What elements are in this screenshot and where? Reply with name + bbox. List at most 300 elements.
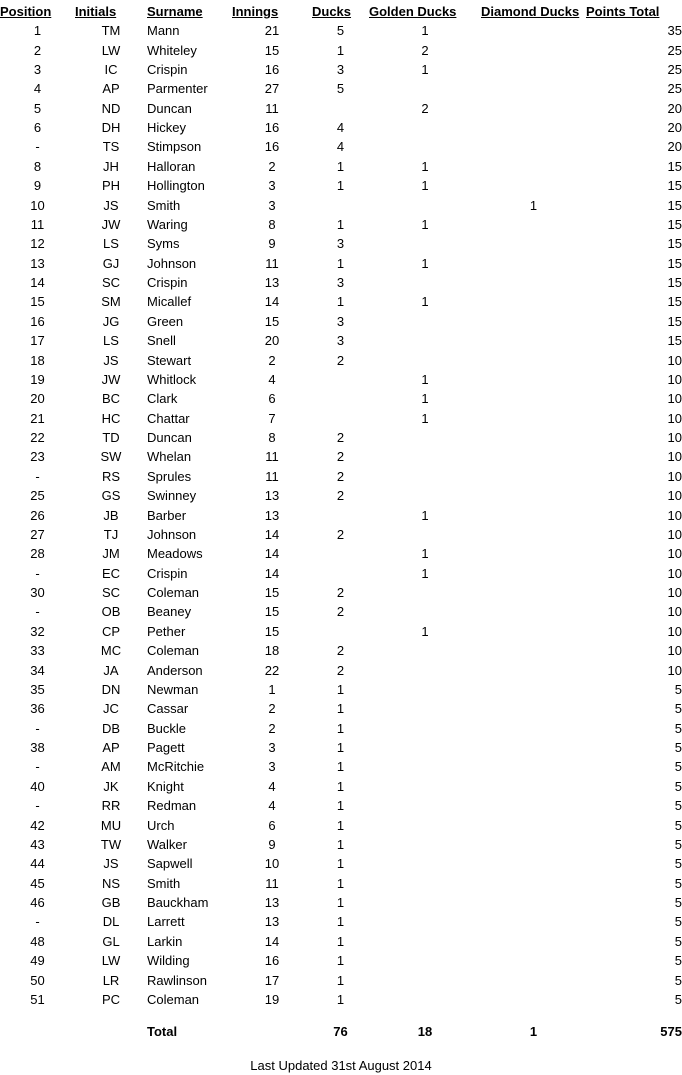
- cell-position: 15: [30, 294, 45, 310]
- cell-position: 33: [30, 643, 45, 659]
- cell-golden-ducks: [369, 583, 481, 602]
- cell-golden-ducks: 1: [421, 158, 429, 174]
- total-row: [0, 1021, 682, 1042]
- cell-position: 5: [33, 100, 42, 116]
- cell-diamond-ducks: [481, 350, 586, 369]
- cell-initials: LR: [102, 972, 120, 988]
- cell-ducks: [312, 622, 369, 641]
- cell-innings: 17: [264, 972, 280, 988]
- cell-golden-ducks: [369, 874, 481, 893]
- cell-points-total: 15: [667, 294, 682, 310]
- cell-initials: AM: [101, 759, 121, 775]
- cell-diamond-ducks: [481, 641, 586, 660]
- cell-position: 18: [30, 352, 45, 368]
- total-empty-cell: [0, 1021, 75, 1042]
- table-row: [0, 564, 682, 583]
- cell-diamond-ducks: [481, 874, 586, 893]
- cell-position: 17: [30, 333, 45, 349]
- table-row: [0, 447, 682, 466]
- cell-ducks: 1: [336, 158, 345, 174]
- cell-position: 36: [30, 701, 45, 717]
- cell-initials: JC: [103, 701, 119, 717]
- cell-points-total: 5: [674, 681, 682, 697]
- cell-ducks: 2: [336, 643, 345, 659]
- cell-position: 40: [30, 778, 45, 794]
- cell-surname: Larrett: [147, 914, 185, 930]
- table-row: [0, 854, 682, 873]
- cell-ducks: 1: [336, 778, 345, 794]
- cell-points-total: 5: [674, 836, 682, 852]
- cell-golden-ducks: 1: [421, 391, 429, 407]
- cell-ducks: 1: [336, 875, 345, 891]
- cell-initials: IC: [104, 61, 118, 77]
- cell-diamond-ducks: [481, 660, 586, 679]
- cell-initials: RR: [101, 798, 121, 814]
- cell-innings: 2: [268, 158, 276, 174]
- cell-golden-ducks: [369, 757, 481, 776]
- cell-ducks: 2: [336, 585, 345, 601]
- cell-surname: Crispin: [147, 565, 188, 581]
- cell-golden-ducks: [369, 990, 481, 1009]
- cell-diamond-ducks: [481, 777, 586, 796]
- cell-ducks: 5: [336, 81, 345, 97]
- cell-innings: 3: [268, 178, 276, 194]
- cell-golden-ducks: [369, 835, 481, 854]
- cell-ducks: 4: [336, 139, 345, 155]
- table-row: [0, 215, 682, 234]
- cell-position: 48: [30, 933, 45, 949]
- cell-diamond-ducks: [481, 970, 586, 989]
- cell-diamond-ducks: [481, 389, 586, 408]
- cell-golden-ducks: 1: [421, 23, 429, 39]
- cell-position: -: [35, 565, 40, 581]
- cell-golden-ducks: [369, 137, 481, 156]
- cell-innings: 19: [264, 991, 280, 1007]
- cell-position: 45: [30, 875, 45, 891]
- cell-ducks: 1: [336, 255, 345, 271]
- last-updated-text: Last Updated 31st August 2014: [250, 1058, 432, 1073]
- last-updated-note: [0, 1058, 682, 1073]
- cell-diamond-ducks: [481, 447, 586, 466]
- cell-points-total: 10: [667, 546, 682, 562]
- cell-innings: 6: [268, 391, 276, 407]
- cell-points-total: 20: [667, 139, 682, 155]
- cell-golden-ducks: [369, 234, 481, 253]
- cell-initials: ND: [101, 100, 121, 116]
- cell-initials: GJ: [102, 255, 120, 271]
- table-row: [0, 602, 682, 621]
- header-ducks: Ducks: [312, 4, 352, 19]
- cell-golden-ducks: 1: [421, 178, 429, 194]
- cell-golden-ducks: [369, 777, 481, 796]
- cell-surname: Newman: [147, 681, 199, 697]
- cell-diamond-ducks: [481, 312, 586, 331]
- cell-innings: 10: [264, 856, 280, 872]
- table-row: [0, 990, 682, 1009]
- cell-innings: 16: [264, 139, 280, 155]
- cell-initials: CP: [101, 623, 121, 639]
- cell-ducks: 1: [336, 895, 345, 911]
- table-row: [0, 79, 682, 98]
- cell-points-total: 5: [674, 972, 682, 988]
- cell-diamond-ducks: [481, 835, 586, 854]
- cell-surname: Johnson: [147, 526, 197, 542]
- table-row: [0, 796, 682, 815]
- cell-innings: 2: [268, 701, 276, 717]
- cell-surname: Green: [147, 313, 184, 329]
- cell-surname: Larkin: [147, 933, 183, 949]
- cell-position: 22: [30, 430, 45, 446]
- cell-position: 16: [30, 313, 45, 329]
- cell-ducks: 2: [336, 604, 345, 620]
- table-row: [0, 738, 682, 757]
- cell-diamond-ducks: [481, 157, 586, 176]
- cell-points-total: 10: [667, 526, 682, 542]
- cell-golden-ducks: 1: [421, 410, 429, 426]
- cell-innings: 1: [268, 681, 276, 697]
- cell-initials: GL: [102, 933, 120, 949]
- cell-initials: SM: [101, 294, 121, 310]
- cell-innings: 15: [264, 313, 280, 329]
- cell-position: 14: [30, 275, 45, 291]
- cell-position: -: [35, 604, 40, 620]
- cell-innings: 11: [265, 468, 279, 484]
- table-row: [0, 544, 682, 563]
- table-row: [0, 641, 682, 660]
- cell-ducks: [312, 409, 369, 428]
- table-row: [0, 331, 682, 350]
- cell-surname: Barber: [147, 507, 187, 523]
- cell-position: 51: [30, 991, 45, 1007]
- cell-initials: JK: [103, 778, 119, 794]
- cell-initials: SC: [101, 585, 121, 601]
- cell-initials: RS: [101, 468, 121, 484]
- cell-position: 2: [33, 42, 42, 58]
- table-row: [0, 893, 682, 912]
- cell-innings: 14: [264, 294, 280, 310]
- cell-surname: Coleman: [147, 643, 200, 659]
- cell-innings: 22: [264, 662, 280, 678]
- cell-ducks: 3: [336, 275, 345, 291]
- cell-innings: 3: [268, 759, 276, 775]
- cell-position: 38: [30, 740, 45, 756]
- cell-surname: Smith: [147, 875, 181, 891]
- cell-surname: Stimpson: [147, 139, 202, 155]
- cell-diamond-ducks: [481, 602, 586, 621]
- table-row: [0, 157, 682, 176]
- header-surname: Surname: [147, 4, 203, 19]
- cell-surname: Walker: [147, 836, 187, 852]
- cell-golden-ducks: 1: [421, 623, 429, 639]
- cell-innings: 4: [268, 778, 276, 794]
- cell-position: 20: [30, 391, 45, 407]
- cell-points-total: 15: [667, 275, 682, 291]
- cell-initials: LW: [101, 42, 121, 58]
- table-row: [0, 176, 682, 195]
- cell-surname: Crispin: [147, 275, 188, 291]
- cell-surname: Meadows: [147, 546, 203, 562]
- cell-diamond-ducks: [481, 893, 586, 912]
- cell-position: 35: [30, 681, 45, 697]
- table-row: [0, 525, 682, 544]
- cell-diamond-ducks: [481, 486, 586, 505]
- cell-golden-ducks: [369, 486, 481, 505]
- header-innings: Innings: [232, 4, 279, 19]
- cell-innings: 14: [264, 933, 280, 949]
- cell-diamond-ducks: [481, 40, 586, 59]
- cell-points-total: 5: [674, 817, 682, 833]
- cell-ducks: [312, 544, 369, 563]
- cell-ducks: 1: [336, 178, 345, 194]
- table-row: [0, 292, 682, 311]
- cell-ducks: 2: [336, 662, 345, 678]
- cell-points-total: 10: [667, 507, 682, 523]
- cell-diamond-ducks: [481, 273, 586, 292]
- cell-golden-ducks: [369, 680, 481, 699]
- table-row: [0, 951, 682, 970]
- cell-innings: 14: [264, 546, 280, 562]
- cell-diamond-ducks: [481, 254, 586, 273]
- table-row: [0, 428, 682, 447]
- cell-ducks: [312, 564, 369, 583]
- cell-diamond-ducks: [481, 990, 586, 1009]
- cell-ducks: 1: [336, 740, 345, 756]
- cell-golden-ducks: 2: [421, 42, 429, 58]
- table-row: [0, 486, 682, 505]
- cell-golden-ducks: [369, 331, 481, 350]
- table-row: [0, 137, 682, 156]
- cell-innings: 9: [268, 236, 276, 252]
- cell-initials: JM: [102, 546, 120, 562]
- cell-points-total: 25: [667, 61, 682, 77]
- cell-surname: Urch: [147, 817, 175, 833]
- cell-surname: Crispin: [147, 61, 188, 77]
- cell-innings: 18: [264, 643, 280, 659]
- cell-diamond-ducks: [481, 21, 586, 40]
- cell-points-total: 15: [667, 236, 682, 252]
- cell-innings: 13: [264, 275, 280, 291]
- cell-golden-ducks: [369, 893, 481, 912]
- cell-initials: JB: [103, 507, 119, 523]
- cell-diamond-ducks: [481, 544, 586, 563]
- cell-diamond-ducks: [481, 137, 586, 156]
- cell-ducks: 1: [336, 701, 345, 717]
- cell-diamond-ducks: [481, 815, 586, 834]
- cell-initials: NS: [101, 875, 121, 891]
- cell-golden-ducks: [369, 428, 481, 447]
- cell-diamond-ducks: [481, 757, 586, 776]
- cell-ducks: 1: [336, 681, 345, 697]
- cell-surname: Micallef: [147, 294, 192, 310]
- cell-innings: 4: [268, 798, 276, 814]
- table-row: [0, 777, 682, 796]
- cell-surname: Snell: [147, 333, 176, 349]
- cell-points-total: 10: [667, 468, 682, 484]
- cell-ducks: 1: [336, 933, 345, 949]
- cell-diamond-ducks: [481, 428, 586, 447]
- cell-points-total: 5: [674, 953, 682, 969]
- cell-ducks: 2: [336, 468, 345, 484]
- table-row: [0, 835, 682, 854]
- cell-innings: 16: [264, 120, 280, 136]
- table-row: [0, 583, 682, 602]
- cell-golden-ducks: [369, 447, 481, 466]
- table-row: [0, 118, 682, 137]
- cell-ducks: 1: [336, 759, 345, 775]
- cell-golden-ducks: 1: [421, 61, 429, 77]
- cell-position: 21: [30, 410, 45, 426]
- cell-initials: LW: [101, 953, 121, 969]
- cell-points-total: 15: [667, 255, 682, 271]
- cell-ducks: [312, 505, 369, 524]
- cell-innings: 13: [264, 488, 280, 504]
- cell-points-total: 5: [674, 740, 682, 756]
- cell-initials: JS: [103, 856, 119, 872]
- cell-diamond-ducks: [481, 951, 586, 970]
- total-ducks: 76: [333, 1024, 348, 1040]
- cell-innings: 15: [264, 42, 280, 58]
- total-empty-cell: [232, 1021, 312, 1042]
- cell-ducks: 2: [336, 449, 345, 465]
- cell-golden-ducks: [369, 602, 481, 621]
- cell-position: 12: [30, 236, 45, 252]
- cell-surname: Johnson: [147, 255, 197, 271]
- cell-diamond-ducks: [481, 680, 586, 699]
- header-golden-ducks: Golden Ducks: [369, 4, 457, 19]
- cell-golden-ducks: 2: [421, 100, 429, 116]
- cell-points-total: 20: [667, 100, 682, 116]
- cell-surname: Coleman: [147, 991, 200, 1007]
- cell-surname: Sapwell: [147, 856, 193, 872]
- cell-initials: MU: [100, 817, 122, 833]
- cell-initials: JA: [103, 662, 119, 678]
- cell-ducks: [312, 389, 369, 408]
- cell-points-total: 10: [667, 430, 682, 446]
- cell-position: -: [35, 720, 40, 736]
- cell-golden-ducks: [369, 815, 481, 834]
- cell-innings: 15: [264, 604, 280, 620]
- cell-points-total: 10: [667, 643, 682, 659]
- cell-diamond-ducks: [481, 409, 586, 428]
- cell-position: 8: [33, 158, 42, 174]
- cell-ducks: 1: [336, 836, 345, 852]
- table-row: [0, 505, 682, 524]
- cell-initials: BC: [101, 391, 121, 407]
- cell-innings: 16: [264, 61, 280, 77]
- cell-ducks: [312, 99, 369, 118]
- cell-initials: DB: [101, 720, 121, 736]
- cell-diamond-ducks: [481, 370, 586, 389]
- cell-position: 9: [33, 178, 42, 194]
- cell-position: 42: [30, 817, 45, 833]
- cell-ducks: 1: [336, 972, 345, 988]
- cell-ducks: 2: [336, 352, 345, 368]
- cell-initials: GS: [101, 488, 121, 504]
- cell-initials: TS: [102, 139, 120, 155]
- cell-diamond-ducks: [481, 467, 586, 486]
- cell-position: 10: [30, 197, 45, 213]
- cell-points-total: 15: [667, 178, 682, 194]
- cell-points-total: 10: [667, 662, 682, 678]
- cell-innings: 11: [265, 449, 279, 465]
- cell-position: 30: [30, 585, 45, 601]
- cell-points-total: 10: [667, 391, 682, 407]
- cell-surname: Pether: [147, 623, 186, 639]
- cell-ducks: 1: [336, 216, 345, 232]
- cell-innings: 7: [268, 410, 276, 426]
- cell-diamond-ducks: [481, 99, 586, 118]
- table-row: [0, 370, 682, 389]
- cell-golden-ducks: [369, 660, 481, 679]
- cell-initials: TD: [102, 430, 120, 446]
- cell-points-total: 25: [667, 42, 682, 58]
- cell-position: -: [35, 914, 40, 930]
- cell-surname: McRitchie: [147, 759, 205, 775]
- cell-position: 1: [33, 23, 42, 39]
- cell-surname: Parmenter: [147, 81, 208, 97]
- cell-position: 4: [33, 81, 42, 97]
- cell-points-total: 35: [667, 23, 682, 39]
- cell-ducks: 2: [336, 430, 345, 446]
- table-row: [0, 815, 682, 834]
- header-diamond-ducks: Diamond Ducks: [481, 4, 580, 19]
- cell-position: 11: [30, 216, 45, 232]
- table-row: [0, 99, 682, 118]
- cell-surname: Anderson: [147, 662, 203, 678]
- cell-position: -: [35, 759, 40, 775]
- cell-innings: 20: [264, 333, 280, 349]
- cell-surname: Cassar: [147, 701, 189, 717]
- cell-innings: 8: [268, 216, 276, 232]
- cell-diamond-ducks: [481, 932, 586, 951]
- table-row: [0, 467, 682, 486]
- cell-diamond-ducks: 1: [529, 197, 538, 213]
- header-points-total: Points Total: [586, 4, 660, 19]
- cell-initials: TM: [101, 23, 121, 39]
- cell-points-total: 5: [674, 914, 682, 930]
- cell-points-total: 5: [674, 991, 682, 1007]
- cell-initials: HC: [101, 410, 121, 426]
- cell-surname: Waring: [147, 216, 188, 232]
- cell-innings: 8: [268, 430, 276, 446]
- cell-golden-ducks: 1: [421, 507, 429, 523]
- total-diamond-ducks: 1: [529, 1024, 538, 1040]
- cell-points-total: 15: [667, 158, 682, 174]
- cell-diamond-ducks: [481, 118, 586, 137]
- cell-position: -: [35, 139, 40, 155]
- cell-surname: Coleman: [147, 585, 200, 601]
- cell-surname: Buckle: [147, 720, 187, 736]
- cell-initials: JG: [102, 313, 120, 329]
- cell-position: 26: [30, 507, 45, 523]
- cell-points-total: 10: [667, 604, 682, 620]
- cell-initials: AP: [102, 81, 120, 97]
- cell-innings: 14: [264, 565, 280, 581]
- cell-initials: TW: [100, 836, 122, 852]
- cell-surname: Stewart: [147, 352, 192, 368]
- cell-points-total: 15: [667, 216, 682, 232]
- cell-position: 34: [30, 662, 45, 678]
- cell-golden-ducks: 1: [421, 216, 429, 232]
- cell-points-total: 5: [674, 895, 682, 911]
- cell-ducks: 5: [336, 23, 345, 39]
- cell-position: 46: [30, 895, 45, 911]
- cell-innings: 11: [265, 875, 279, 891]
- cell-innings: 2: [268, 720, 276, 736]
- spacer-row: [0, 1009, 682, 1021]
- table-row: [0, 60, 682, 79]
- cell-diamond-ducks: [481, 234, 586, 253]
